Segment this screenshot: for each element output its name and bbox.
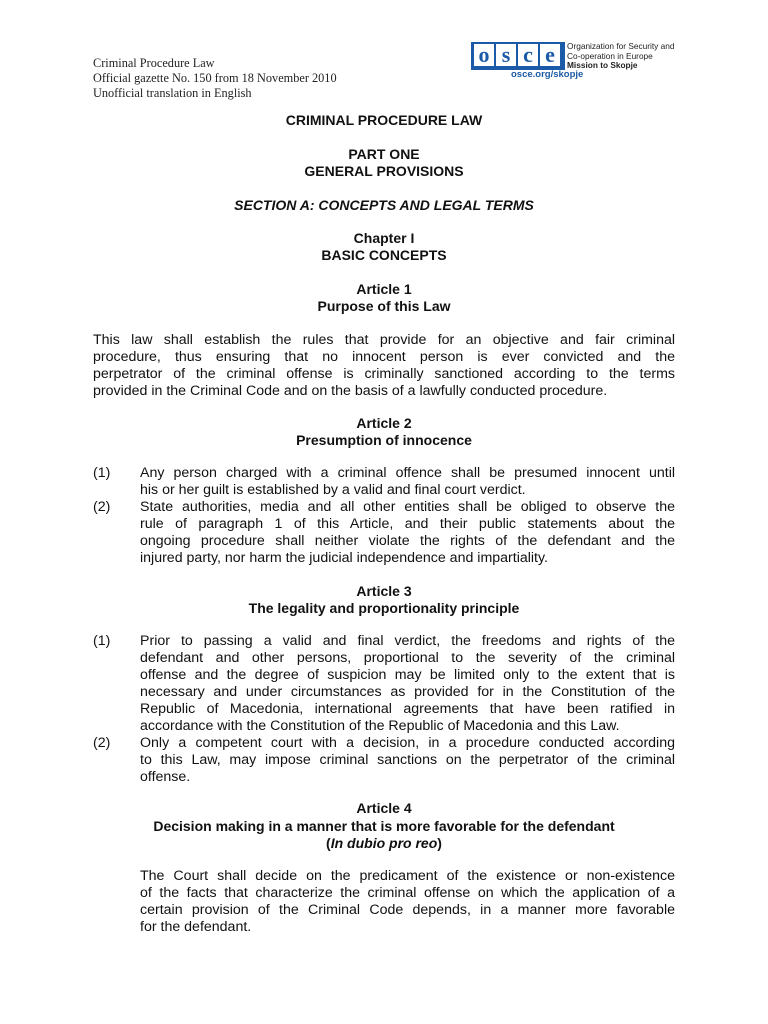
- logo-letter-e: e: [540, 44, 560, 66]
- document-title: CRIMINAL PROCEDURE LAW: [285, 112, 483, 128]
- chapter-title: BASIC CONCEPTS: [321, 247, 447, 263]
- header-gazette: Official gazette No. 150 from 18 November 2010: [93, 70, 337, 85]
- item-line: injured party, nor harm the judicial independence and impartiality.: [140, 550, 548, 566]
- article-1-line: procedure, thus ensuring that no innocent person is ever convicted and the: [93, 349, 675, 365]
- article-1-body: [93, 332, 675, 400]
- article-3-title: The legality and proportionality principle: [248, 600, 520, 616]
- item-line: Prior to passing a valid and final verdict, the freedoms and rights of the: [140, 633, 675, 649]
- subtitle-latin-maxim: In dubio pro reo: [330, 835, 438, 851]
- article-4-line: for the defendant.: [140, 919, 252, 935]
- article-2-number: Article 2: [356, 415, 412, 431]
- article-4-line: The Court shall decide on the predicament of the existence or non-existence: [140, 868, 675, 884]
- item-line: offense.: [140, 769, 191, 785]
- article-4-number: Article 4: [356, 800, 412, 816]
- article-1-number: Article 1: [356, 281, 412, 297]
- item-line: Republic of Macedonia, international agreements that have been ratified in: [140, 701, 675, 717]
- logo-letter-s: s: [496, 44, 516, 66]
- item-line: his or her guilt is established by a valid and final court verdict.: [140, 482, 526, 498]
- subtitle-open-paren: (: [326, 835, 331, 851]
- part-heading: PART ONE: [348, 146, 420, 162]
- item-number: (1): [93, 633, 111, 649]
- item-line: offense and the degree of suspicion may be limited only to the extent that is: [140, 667, 675, 683]
- item-text: [140, 633, 675, 735]
- osce-url: osce.org/skopje: [511, 69, 584, 80]
- item-text: [140, 499, 675, 567]
- item-line: Only a competent court with a decision, in a procedure conducted according: [140, 735, 675, 751]
- item-number: (2): [93, 499, 111, 515]
- article-4-title: Decision making in a manner that is more favorable for the defendant: [153, 818, 615, 834]
- header-law-name: Criminal Procedure Law: [93, 56, 215, 70]
- item-line: defendant and other persons, proportional to the severity of the criminal: [140, 650, 675, 666]
- article-1-line: perpetrator of the criminal offense is criminally sanctioned according to the terms: [93, 366, 675, 382]
- logo-letter-o: o: [474, 44, 494, 66]
- article-4-body: [140, 868, 675, 936]
- item-line: accordance with the Constitution of the Republic of Macedonia and this Law.: [140, 718, 620, 734]
- org-name-line1: Organization for Security and: [567, 41, 675, 51]
- org-mission: Mission to Skopje: [567, 60, 638, 71]
- item-number: (2): [93, 735, 111, 751]
- article-4-subtitle: [93, 835, 675, 852]
- org-name-line2: Co-operation in Europe: [567, 50, 653, 61]
- article-3-number: Article 3: [356, 583, 412, 599]
- article-1-title: Purpose of this Law: [317, 298, 451, 314]
- osce-logo-mark: [471, 42, 565, 70]
- logo-letter-c: c: [518, 44, 538, 66]
- item-line: to this Law, may impose criminal sanctions on the perpetrator of the criminal: [140, 752, 675, 768]
- article-2-title: Presumption of innocence: [296, 432, 472, 448]
- article-4-line: of the facts that characterize the criminal offense on which the application of a: [140, 885, 675, 901]
- item-number: (1): [93, 465, 111, 481]
- osce-logo: [471, 42, 686, 82]
- item-line: rule of paragraph 1 of this Article, and their public statements about the: [140, 516, 675, 532]
- article-1-line: provided in the Criminal Code and on the basis of a lawfully conducted procedure.: [93, 383, 608, 399]
- chapter-heading: Chapter I: [353, 230, 415, 246]
- header-translation-note: Unofficial translation in English: [93, 85, 252, 100]
- article-1-line: This law shall establish the rules that provide for an objective and fair criminal: [93, 332, 675, 348]
- item-line: necessary and under circumstances as provided for in the Constitution of the: [140, 684, 675, 700]
- part-title: GENERAL PROVISIONS: [304, 163, 464, 179]
- article-4-line: certain provision of the Criminal Code depends, in a manner more favorable: [140, 902, 675, 918]
- osce-org-name: [567, 42, 674, 71]
- item-line: Any person charged with a criminal offence shall be presumed innocent until: [140, 465, 675, 481]
- document-header: [93, 56, 337, 100]
- subtitle-close-paren: ): [437, 835, 442, 851]
- section-heading: SECTION A: CONCEPTS AND LEGAL TERMS: [234, 197, 534, 213]
- item-line: State authorities, media and all other entities shall be obliged to observe the: [140, 499, 675, 515]
- item-line: ongoing procedure shall neither violate the rights of the defendant and the: [140, 533, 675, 549]
- item-text: [140, 465, 675, 499]
- item-text: [140, 735, 675, 786]
